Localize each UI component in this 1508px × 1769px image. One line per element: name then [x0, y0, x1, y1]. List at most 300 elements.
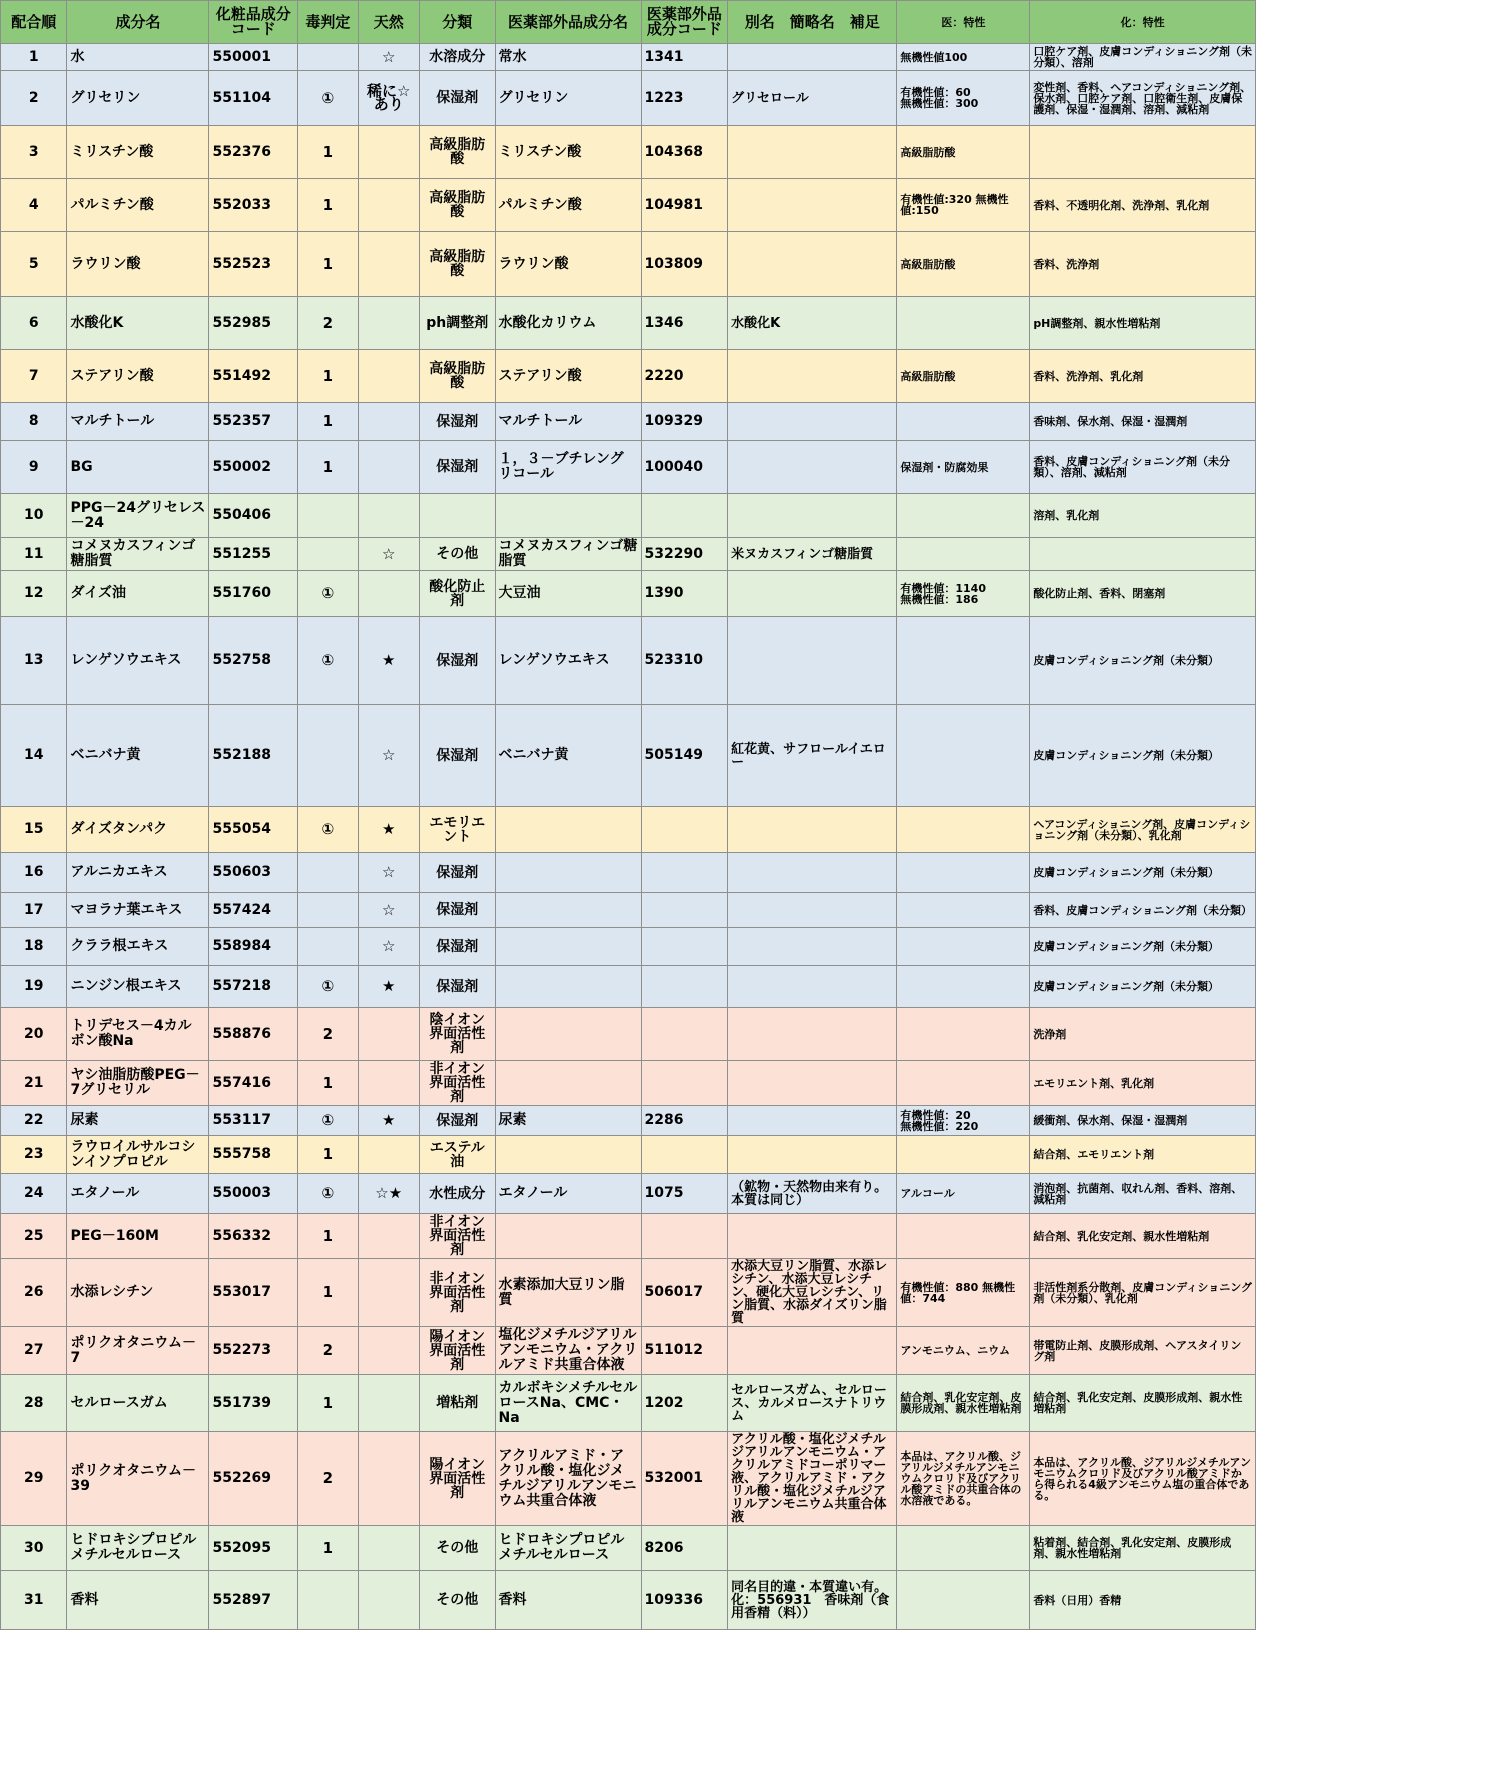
natural-mark-cell	[358, 1008, 419, 1061]
table-row	[1, 1432, 1256, 1526]
alias-cell: 水酸化K	[728, 297, 897, 350]
natural-mark-cell: 稀に☆あり	[358, 71, 419, 126]
natural-mark-cell	[358, 1214, 419, 1259]
toxicity-cell	[298, 494, 358, 538]
toxicity-cell: 1	[298, 232, 358, 297]
cosmetic-properties-cell: 帯電防止剤、皮膜形成剤、ヘアスタイリング剤	[1030, 1327, 1256, 1375]
category-cell: 保湿剤	[419, 928, 495, 966]
alias-cell	[728, 1526, 897, 1571]
natural-mark-cell: ☆★	[358, 1174, 419, 1214]
category-cell: 高級脂肪酸	[419, 232, 495, 297]
natural-mark-cell	[358, 179, 419, 232]
cosmetic-code-cell: 552095	[209, 1526, 298, 1571]
table-row	[1, 705, 1256, 807]
quasi-drug-code-cell	[641, 893, 728, 928]
toxicity-cell: 1	[298, 1061, 358, 1106]
category-cell: 水性成分	[419, 1174, 495, 1214]
cosmetic-properties-cell: 酸化防止剤、香料、閉塞剤	[1030, 571, 1256, 617]
category-cell: 非イオン界面活性剤	[419, 1214, 495, 1259]
table-row	[1, 126, 1256, 179]
quasi-properties-cell: 有機性値：880 無機性値：744	[897, 1259, 1030, 1327]
alias-cell	[728, 1061, 897, 1106]
cosmetic-code-cell: 550406	[209, 494, 298, 538]
toxicity-cell: 1	[298, 350, 358, 403]
quasi-drug-name-cell	[495, 1136, 641, 1174]
table-row	[1, 1259, 1256, 1327]
quasi-drug-code-cell: 523310	[641, 617, 728, 705]
quasi-properties-cell	[897, 1214, 1030, 1259]
ingredient-name-cell: 水	[67, 44, 209, 71]
quasi-properties-cell: 有機性値:320 無機性値:150	[897, 179, 1030, 232]
cosmetic-properties-cell: 皮膚コンディショニング剤（未分類）	[1030, 928, 1256, 966]
order-cell: 31	[1, 1571, 67, 1630]
alias-cell: 水添大豆リン脂質、水添レシチン、水添大豆レシチン、硬化大豆レシチン、リン脂質、水添ダイズリン脂質	[728, 1259, 897, 1327]
natural-mark-cell: ★	[358, 966, 419, 1008]
category-cell: 非イオン界面活性剤	[419, 1259, 495, 1327]
quasi-drug-name-cell	[495, 1008, 641, 1061]
natural-mark-cell	[358, 1526, 419, 1571]
cosmetic-code-cell: 550002	[209, 441, 298, 494]
ingredient-name-cell: ラウロイルサルコシンイソプロピル	[67, 1136, 209, 1174]
category-cell: 陽イオン界面活性剤	[419, 1327, 495, 1375]
quasi-drug-name-cell: ステアリン酸	[495, 350, 641, 403]
quasi-drug-name-cell: パルミチン酸	[495, 179, 641, 232]
category-cell: エステル油	[419, 1136, 495, 1174]
quasi-drug-code-cell	[641, 1061, 728, 1106]
order-cell: 14	[1, 705, 67, 807]
table-row	[1, 494, 1256, 538]
ingredient-name-cell: ダイズタンパク	[67, 807, 209, 853]
quasi-properties-cell	[897, 617, 1030, 705]
alias-cell	[728, 179, 897, 232]
quasi-drug-code-cell: 2286	[641, 1106, 728, 1136]
natural-mark-cell	[358, 494, 419, 538]
quasi-properties-cell: アンモニウム、ニウム	[897, 1327, 1030, 1375]
quasi-drug-code-cell: 109329	[641, 403, 728, 441]
cosmetic-code-cell: 551255	[209, 538, 298, 571]
quasi-properties-cell: 本品は、アクリル酸、ジアリルジメチルアンモニウムクロリド及びアクリル酸アミドの共重合体の水溶液である。	[897, 1432, 1030, 1526]
alias-cell: アクリル酸・塩化ジメチルジアリルアンモニウム・アクリルアミドコーポリマー液、アクリルアミド・アクリル酸・塩化ジメチルジアリルアンモニウム共重合体液	[728, 1432, 897, 1526]
quasi-drug-code-cell: 1075	[641, 1174, 728, 1214]
cosmetic-code-cell: 558876	[209, 1008, 298, 1061]
ingredient-name-cell: 水酸化K	[67, 297, 209, 350]
quasi-properties-cell	[897, 1008, 1030, 1061]
cosmetic-properties-cell	[1030, 126, 1256, 179]
table-row	[1, 350, 1256, 403]
table-row	[1, 44, 1256, 71]
table-row	[1, 1106, 1256, 1136]
quasi-drug-name-cell: ラウリン酸	[495, 232, 641, 297]
quasi-drug-code-cell: 8206	[641, 1526, 728, 1571]
ingredient-name-cell: レンゲソウエキス	[67, 617, 209, 705]
natural-mark-cell: ★	[358, 1106, 419, 1136]
toxicity-cell: ①	[298, 1106, 358, 1136]
header-order: 配合順	[1, 1, 67, 44]
quasi-drug-name-cell: マルチトール	[495, 403, 641, 441]
quasi-drug-name-cell: 塩化ジメチルジアリルアンモニウム・アクリルアミド共重合体液	[495, 1327, 641, 1375]
table-row	[1, 1136, 1256, 1174]
order-cell: 19	[1, 966, 67, 1008]
quasi-drug-code-cell	[641, 966, 728, 1008]
quasi-drug-code-cell: 532001	[641, 1432, 728, 1526]
table-row	[1, 1375, 1256, 1432]
ingredient-name-cell: ヤシ油脂肪酸PEG－7グリセリル	[67, 1061, 209, 1106]
alias-cell	[728, 966, 897, 1008]
quasi-drug-code-cell: 506017	[641, 1259, 728, 1327]
quasi-drug-code-cell: 511012	[641, 1327, 728, 1375]
cosmetic-code-cell: 556332	[209, 1214, 298, 1259]
cosmetic-code-cell: 552033	[209, 179, 298, 232]
quasi-properties-cell: 高級脂肪酸	[897, 126, 1030, 179]
cosmetic-properties-cell: 皮膚コンディショニング剤（未分類）	[1030, 705, 1256, 807]
quasi-drug-name-cell	[495, 1061, 641, 1106]
cosmetic-code-cell: 555758	[209, 1136, 298, 1174]
quasi-drug-name-cell: 水素添加大豆リン脂質	[495, 1259, 641, 1327]
cosmetic-properties-cell: 皮膚コンディショニング剤（未分類）	[1030, 617, 1256, 705]
quasi-drug-code-cell: 1346	[641, 297, 728, 350]
order-cell: 27	[1, 1327, 67, 1375]
natural-mark-cell	[358, 441, 419, 494]
ingredient-name-cell: ポリクオタニウム－39	[67, 1432, 209, 1526]
alias-cell: 紅花黄、サフロールイエロー	[728, 705, 897, 807]
table-row	[1, 179, 1256, 232]
category-cell: 保湿剤	[419, 441, 495, 494]
table-row	[1, 538, 1256, 571]
ingredient-name-cell: ポリクオタニウム－7	[67, 1327, 209, 1375]
cosmetic-properties-cell: pH調整剤、親水性増粘剤	[1030, 297, 1256, 350]
table-row	[1, 1526, 1256, 1571]
cosmetic-properties-cell: 粘着剤、結合剤、乳化安定剤、皮膜形成剤、親水性増粘剤	[1030, 1526, 1256, 1571]
natural-mark-cell: ☆	[358, 538, 419, 571]
table-row	[1, 403, 1256, 441]
order-cell: 20	[1, 1008, 67, 1061]
alias-cell	[728, 617, 897, 705]
ingredient-name-cell: BG	[67, 441, 209, 494]
alias-cell	[728, 441, 897, 494]
natural-mark-cell	[358, 1571, 419, 1630]
quasi-drug-name-cell: コメヌカスフィンゴ糖脂質	[495, 538, 641, 571]
quasi-drug-code-cell	[641, 807, 728, 853]
cosmetic-properties-cell: 香料、皮膚コンディショニング剤（未分類）	[1030, 893, 1256, 928]
alias-cell	[728, 1327, 897, 1375]
cosmetic-code-cell: 550001	[209, 44, 298, 71]
natural-mark-cell: ☆	[358, 853, 419, 893]
ingredient-name-cell: ミリスチン酸	[67, 126, 209, 179]
toxicity-cell	[298, 853, 358, 893]
quasi-properties-cell	[897, 297, 1030, 350]
toxicity-cell: 1	[298, 403, 358, 441]
cosmetic-properties-cell: 皮膚コンディショニング剤（未分類）	[1030, 966, 1256, 1008]
order-cell: 11	[1, 538, 67, 571]
toxicity-cell	[298, 705, 358, 807]
toxicity-cell: ①	[298, 1174, 358, 1214]
quasi-drug-name-cell: カルボキシメチルセルロースNa、CMC・Na	[495, 1375, 641, 1432]
order-cell: 8	[1, 403, 67, 441]
order-cell: 29	[1, 1432, 67, 1526]
quasi-drug-name-cell	[495, 928, 641, 966]
quasi-properties-cell	[897, 853, 1030, 893]
quasi-drug-name-cell	[495, 807, 641, 853]
ingredient-name-cell: ラウリン酸	[67, 232, 209, 297]
category-cell: 保湿剤	[419, 617, 495, 705]
category-cell: 保湿剤	[419, 71, 495, 126]
quasi-properties-cell	[897, 494, 1030, 538]
cosmetic-code-cell: 552758	[209, 617, 298, 705]
alias-cell	[728, 1136, 897, 1174]
ingredient-name-cell: クララ根エキス	[67, 928, 209, 966]
cosmetic-code-cell: 552357	[209, 403, 298, 441]
ingredient-name-cell: パルミチン酸	[67, 179, 209, 232]
quasi-drug-name-cell	[495, 893, 641, 928]
toxicity-cell: ①	[298, 71, 358, 126]
table-row	[1, 966, 1256, 1008]
cosmetic-code-cell: 551104	[209, 71, 298, 126]
category-cell: その他	[419, 1526, 495, 1571]
quasi-drug-code-cell: 100040	[641, 441, 728, 494]
category-cell: エモリエント	[419, 807, 495, 853]
header-row	[1, 1, 1256, 44]
alias-cell	[728, 1214, 897, 1259]
cosmetic-properties-cell: 溶剤、乳化剤	[1030, 494, 1256, 538]
order-cell: 23	[1, 1136, 67, 1174]
quasi-drug-code-cell	[641, 1136, 728, 1174]
cosmetic-properties-cell: 皮膚コンディショニング剤（未分類）	[1030, 853, 1256, 893]
natural-mark-cell	[358, 571, 419, 617]
table-row	[1, 928, 1256, 966]
natural-mark-cell	[358, 1136, 419, 1174]
alias-cell: セルロースガム、セルロース、カルメロースナトリウム	[728, 1375, 897, 1432]
category-cell: 保湿剤	[419, 966, 495, 1008]
cosmetic-properties-cell: 結合剤、乳化安定剤、皮膜形成剤、親水性増粘剤	[1030, 1375, 1256, 1432]
alias-cell	[728, 232, 897, 297]
table-row	[1, 297, 1256, 350]
cosmetic-code-cell: 552269	[209, 1432, 298, 1526]
ingredient-name-cell: 尿素	[67, 1106, 209, 1136]
toxicity-cell	[298, 538, 358, 571]
category-cell: 非イオン界面活性剤	[419, 1061, 495, 1106]
header-natural: 天然	[358, 1, 419, 44]
order-cell: 16	[1, 853, 67, 893]
category-cell: 保湿剤	[419, 893, 495, 928]
cosmetic-code-cell: 551760	[209, 571, 298, 617]
category-cell: 保湿剤	[419, 403, 495, 441]
cosmetic-code-cell: 551739	[209, 1375, 298, 1432]
order-cell: 15	[1, 807, 67, 853]
cosmetic-properties-cell: 香料、洗浄剤	[1030, 232, 1256, 297]
order-cell: 25	[1, 1214, 67, 1259]
toxicity-cell	[298, 893, 358, 928]
cosmetic-properties-cell: 結合剤、乳化安定剤、親水性増粘剤	[1030, 1214, 1256, 1259]
category-cell: ph調整剤	[419, 297, 495, 350]
toxicity-cell: 1	[298, 179, 358, 232]
cosmetic-properties-cell: 結合剤、エモリエント剤	[1030, 1136, 1256, 1174]
order-cell: 26	[1, 1259, 67, 1327]
quasi-drug-name-cell: ベニバナ黄	[495, 705, 641, 807]
order-cell: 3	[1, 126, 67, 179]
natural-mark-cell: ☆	[358, 893, 419, 928]
header-quasi-properties: 医：特性	[897, 1, 1030, 44]
order-cell: 6	[1, 297, 67, 350]
quasi-drug-code-cell: 1223	[641, 71, 728, 126]
header-category: 分類	[419, 1, 495, 44]
table-row	[1, 1174, 1256, 1214]
quasi-drug-name-cell: 常水	[495, 44, 641, 71]
ingredient-name-cell: PEG－160M	[67, 1214, 209, 1259]
toxicity-cell: 1	[298, 126, 358, 179]
table-row	[1, 571, 1256, 617]
ingredient-name-cell: ヒドロキシプロピルメチルセルロース	[67, 1526, 209, 1571]
toxicity-cell: ①	[298, 571, 358, 617]
category-cell: その他	[419, 538, 495, 571]
cosmetic-code-cell: 558984	[209, 928, 298, 966]
cosmetic-properties-cell: 緩衝剤、保水剤、保湿・湿潤剤	[1030, 1106, 1256, 1136]
toxicity-cell	[298, 1571, 358, 1630]
quasi-drug-name-cell: グリセリン	[495, 71, 641, 126]
quasi-drug-code-cell	[641, 1214, 728, 1259]
quasi-properties-cell: 有機性値：1140 無機性値：186	[897, 571, 1030, 617]
toxicity-cell: 1	[298, 1526, 358, 1571]
order-cell: 12	[1, 571, 67, 617]
category-cell: その他	[419, 1571, 495, 1630]
quasi-drug-name-cell: アクリルアミド・アクリル酸・塩化ジメチルジアリルアンモニウム共重合体液	[495, 1432, 641, 1526]
cosmetic-code-cell: 550003	[209, 1174, 298, 1214]
quasi-properties-cell	[897, 1526, 1030, 1571]
natural-mark-cell	[358, 1432, 419, 1526]
toxicity-cell: 2	[298, 1432, 358, 1526]
quasi-drug-code-cell	[641, 928, 728, 966]
category-cell: 酸化防止剤	[419, 571, 495, 617]
quasi-drug-name-cell: 尿素	[495, 1106, 641, 1136]
toxicity-cell: 2	[298, 297, 358, 350]
alias-cell: 同名目的違・本質違い有。化：556931 香味剤（食用香精（料））	[728, 1571, 897, 1630]
category-cell: 陽イオン界面活性剤	[419, 1432, 495, 1526]
alias-cell	[728, 1008, 897, 1061]
quasi-drug-code-cell: 1341	[641, 44, 728, 71]
order-cell: 7	[1, 350, 67, 403]
cosmetic-properties-cell: 香料（日用）香精	[1030, 1571, 1256, 1630]
table-row	[1, 617, 1256, 705]
toxicity-cell: ①	[298, 807, 358, 853]
ingredient-name-cell: 香料	[67, 1571, 209, 1630]
natural-mark-cell	[358, 403, 419, 441]
quasi-drug-name-cell: 香料	[495, 1571, 641, 1630]
quasi-drug-name-cell: エタノール	[495, 1174, 641, 1214]
natural-mark-cell	[358, 297, 419, 350]
alias-cell	[728, 44, 897, 71]
ingredient-name-cell: エタノール	[67, 1174, 209, 1214]
alias-cell	[728, 893, 897, 928]
ingredient-name-cell: アルニカエキス	[67, 853, 209, 893]
quasi-properties-cell	[897, 1571, 1030, 1630]
cosmetic-properties-cell: ヘアコンディショニング剤、皮膚コンディショニング剤（未分類）、乳化剤	[1030, 807, 1256, 853]
ingredient-name-cell: ステアリン酸	[67, 350, 209, 403]
order-cell: 13	[1, 617, 67, 705]
table-row	[1, 807, 1256, 853]
header-ingredient-name: 成分名	[67, 1, 209, 44]
quasi-drug-code-cell: 2220	[641, 350, 728, 403]
cosmetic-properties-cell: 香味剤、保水剤、保湿・湿潤剤	[1030, 403, 1256, 441]
header-toxicity: 毒判定	[298, 1, 358, 44]
order-cell: 17	[1, 893, 67, 928]
order-cell: 10	[1, 494, 67, 538]
natural-mark-cell	[358, 126, 419, 179]
quasi-properties-cell: 無機性値100	[897, 44, 1030, 71]
alias-cell	[728, 807, 897, 853]
cosmetic-properties-cell: エモリエント剤、乳化剤	[1030, 1061, 1256, 1106]
order-cell: 2	[1, 71, 67, 126]
alias-cell	[728, 853, 897, 893]
quasi-drug-name-cell: レンゲソウエキス	[495, 617, 641, 705]
alias-cell	[728, 126, 897, 179]
quasi-properties-cell	[897, 403, 1030, 441]
alias-cell: グリセロール	[728, 71, 897, 126]
cosmetic-properties-cell: 香料、不透明化剤、洗浄剤、乳化剤	[1030, 179, 1256, 232]
ingredient-name-cell: ベニバナ黄	[67, 705, 209, 807]
quasi-properties-cell	[897, 1061, 1030, 1106]
alias-cell	[728, 403, 897, 441]
toxicity-cell: 1	[298, 1136, 358, 1174]
quasi-drug-code-cell: 505149	[641, 705, 728, 807]
natural-mark-cell: ★	[358, 617, 419, 705]
header-quasi-drug-name: 医薬部外品成分名	[495, 1, 641, 44]
cosmetic-code-cell: 552273	[209, 1327, 298, 1375]
toxicity-cell	[298, 928, 358, 966]
quasi-properties-cell	[897, 966, 1030, 1008]
quasi-drug-name-cell	[495, 494, 641, 538]
alias-cell	[728, 350, 897, 403]
quasi-drug-name-cell: 水酸化カリウム	[495, 297, 641, 350]
toxicity-cell: 1	[298, 1375, 358, 1432]
cosmetic-properties-cell: 本品は、アクリル酸、ジアリルジメチルアンモニウムクロリド及びアクリル酸アミドから得られる4級アンモニウム塩の重合体である。	[1030, 1432, 1256, 1526]
ingredient-name-cell: グリセリン	[67, 71, 209, 126]
quasi-drug-code-cell	[641, 1008, 728, 1061]
quasi-drug-code-cell: 1202	[641, 1375, 728, 1432]
category-cell: 保湿剤	[419, 705, 495, 807]
table-row	[1, 1571, 1256, 1630]
toxicity-cell: ①	[298, 966, 358, 1008]
natural-mark-cell	[358, 1061, 419, 1106]
header-alias: 別名 簡略名 補足	[728, 1, 897, 44]
category-cell: 高級脂肪酸	[419, 179, 495, 232]
cosmetic-code-cell: 552376	[209, 126, 298, 179]
cosmetic-properties-cell: 変性剤、香料、ヘアコンディショニング剤、保水剤、口腔ケア剤、口腔衛生剤、皮膚保護剤、保湿・湿潤剤、溶剤、減粘剤	[1030, 71, 1256, 126]
order-cell: 9	[1, 441, 67, 494]
cosmetic-properties-cell: 非活性剤系分散剤、皮膚コンディショニング剤（未分類）、乳化剤	[1030, 1259, 1256, 1327]
alias-cell	[728, 571, 897, 617]
order-cell: 24	[1, 1174, 67, 1214]
category-cell: 高級脂肪酸	[419, 350, 495, 403]
natural-mark-cell: ☆	[358, 705, 419, 807]
cosmetic-properties-cell	[1030, 538, 1256, 571]
quasi-drug-name-cell: 大豆油	[495, 571, 641, 617]
category-cell: 高級脂肪酸	[419, 126, 495, 179]
quasi-drug-name-cell	[495, 966, 641, 1008]
order-cell: 18	[1, 928, 67, 966]
quasi-properties-cell	[897, 1136, 1030, 1174]
quasi-properties-cell: 高級脂肪酸	[897, 232, 1030, 297]
ingredient-name-cell: トリデセス－4カルボン酸Na	[67, 1008, 209, 1061]
quasi-drug-name-cell	[495, 853, 641, 893]
quasi-properties-cell: 有機性値：20 無機性値：220	[897, 1106, 1030, 1136]
table-row	[1, 441, 1256, 494]
table-row	[1, 853, 1256, 893]
cosmetic-code-cell: 553117	[209, 1106, 298, 1136]
ingredient-name-cell: セルロースガム	[67, 1375, 209, 1432]
quasi-properties-cell: 有機性値：60 無機性値：300	[897, 71, 1030, 126]
cosmetic-code-cell: 553017	[209, 1259, 298, 1327]
cosmetic-code-cell: 552523	[209, 232, 298, 297]
natural-mark-cell	[358, 232, 419, 297]
